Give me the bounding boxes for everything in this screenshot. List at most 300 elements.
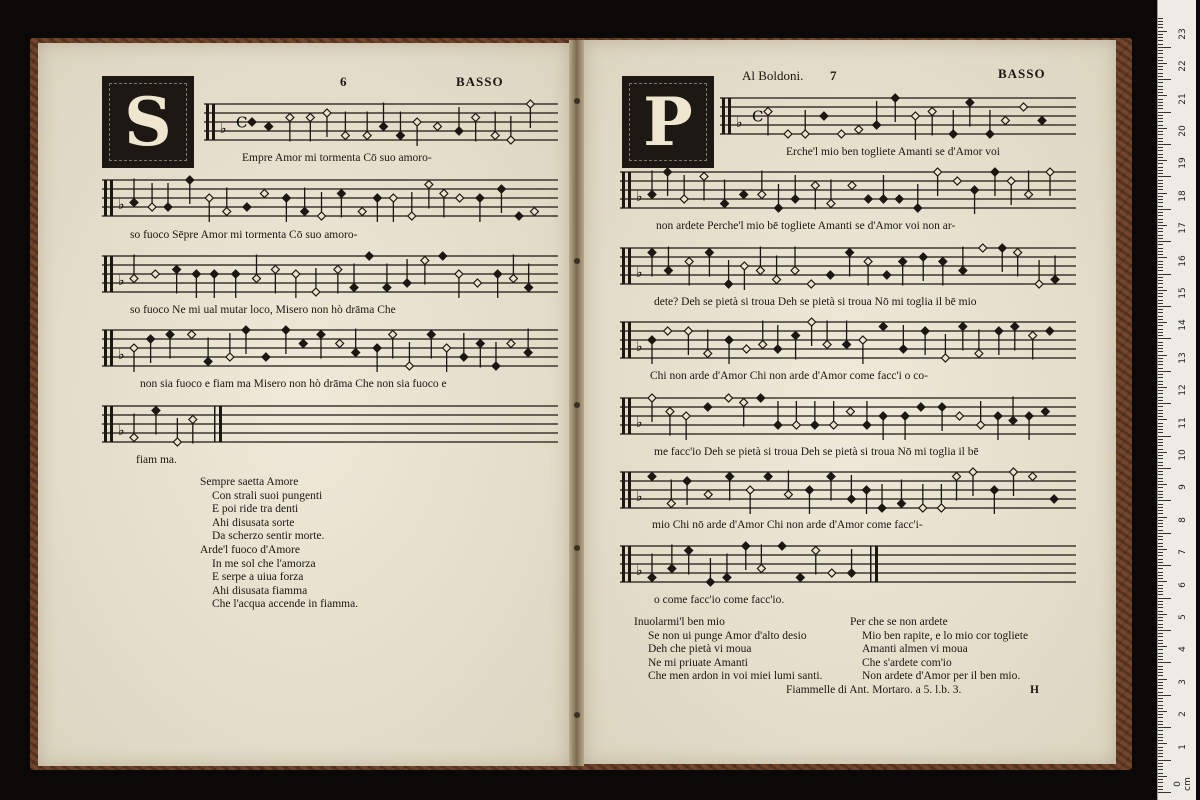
ruler-tick [1158, 66, 1163, 67]
poem-line: Con strali suoi pungenti [212, 489, 323, 502]
ruler-tick [1158, 737, 1163, 738]
ruler-tick [1158, 381, 1163, 382]
ruler-tick [1158, 773, 1163, 774]
poem-line: Che l'acqua accende in fiamma. [212, 598, 359, 611]
ruler-label: 8 [1178, 516, 1188, 523]
ruler-label: 18 [1178, 190, 1188, 202]
svg-text:♭: ♭ [220, 120, 227, 137]
poem-column-left [634, 616, 822, 684]
ruler-tick [1158, 102, 1163, 103]
ruler-tick [1158, 543, 1163, 544]
ruler-tick [1158, 167, 1163, 168]
ruler-tick [1158, 118, 1163, 119]
ruler-tick [1158, 698, 1163, 699]
measurement-ruler [1157, 0, 1196, 800]
ruler-tick [1158, 717, 1163, 718]
ruler-tick [1158, 329, 1163, 330]
ruler-label: 10 [1178, 449, 1188, 461]
ruler-tick [1158, 257, 1167, 258]
ruler-tick [1158, 73, 1163, 74]
ruler-tick [1158, 611, 1163, 612]
ruler-tick [1158, 711, 1167, 712]
ruler-label: 1 [1178, 743, 1188, 750]
lyric-line: Erche'l mio ben togliete Amanti se d'Amor voi [786, 146, 1000, 158]
ruler-tick [1158, 364, 1163, 365]
ruler-tick [1158, 287, 1163, 288]
ruler-tick [1158, 31, 1167, 32]
svg-text:♭: ♭ [636, 264, 643, 281]
ruler-tick [1158, 640, 1163, 641]
ruler-tick [1158, 624, 1163, 625]
staff [620, 464, 1076, 516]
poem-line: Amanti almen vi moua [862, 643, 968, 656]
ruler-tick [1158, 455, 1163, 456]
ruler-tick [1158, 449, 1163, 450]
ruler-tick [1158, 300, 1163, 301]
ruler-tick [1158, 79, 1171, 80]
ruler-tick [1158, 442, 1163, 443]
ruler-tick [1158, 53, 1163, 54]
ruler-tick [1158, 69, 1163, 70]
ruler-tick [1158, 225, 1167, 226]
ruler-tick [1158, 792, 1171, 793]
initial-letter: S [124, 83, 172, 161]
ruler-tick [1158, 484, 1167, 485]
svg-text:♭: ♭ [636, 338, 643, 355]
binding-stitch [574, 98, 580, 104]
ruler-tick [1158, 293, 1163, 294]
ruler-tick [1158, 620, 1163, 621]
poem-line: Sempre saetta Amore [200, 476, 299, 488]
ruler-tick [1158, 539, 1163, 540]
ruler-tick [1158, 688, 1163, 689]
ruler-tick [1158, 513, 1163, 514]
ruler-tick [1158, 575, 1163, 576]
ruler-tick [1158, 206, 1163, 207]
ruler-tick [1158, 267, 1163, 268]
binding-stitch [574, 545, 580, 551]
ruler-tick [1158, 594, 1163, 595]
ruler-tick [1158, 44, 1163, 45]
ruler-tick [1158, 112, 1171, 113]
svg-text:♭: ♭ [118, 346, 125, 363]
ruler-tick [1158, 423, 1163, 424]
svg-text:C: C [752, 107, 764, 126]
ruler-tick [1158, 371, 1171, 372]
ruler-tick [1158, 727, 1171, 728]
ruler-tick [1158, 692, 1163, 693]
ruler-label: 15 [1178, 287, 1188, 299]
poem-line: Inuolarmi'l ben mio [634, 616, 725, 628]
poem-line: Da scherzo sentir morte. [212, 530, 325, 543]
staff [720, 90, 1076, 142]
ruler-tick [1158, 617, 1163, 618]
ruler-tick [1158, 481, 1163, 482]
ruler-tick [1158, 228, 1163, 229]
ruler-tick [1158, 40, 1163, 41]
ruler-tick [1158, 173, 1163, 174]
ruler-tick [1158, 750, 1163, 751]
ruler-tick [1158, 766, 1163, 767]
ruler-tick [1158, 507, 1163, 508]
ruler-tick [1158, 400, 1163, 401]
ruler-tick [1158, 734, 1163, 735]
ruler-label: 19 [1178, 157, 1188, 170]
ruler-tick [1158, 585, 1163, 586]
staff [102, 172, 558, 224]
ruler-tick [1158, 332, 1163, 333]
ruler-tick [1158, 653, 1163, 654]
ruler-tick [1158, 280, 1163, 281]
ruler-tick [1158, 377, 1163, 378]
ruler-label: 14 [1178, 319, 1188, 332]
svg-text:♭: ♭ [636, 188, 643, 205]
ruler-label: 20 [1178, 125, 1188, 137]
ruler-label: 12 [1178, 384, 1188, 396]
ruler-tick [1158, 782, 1163, 783]
poem-line: Mio ben rapite, e lo mio cor togliete [862, 629, 1029, 642]
ruler-tick [1158, 274, 1171, 275]
ruler-tick [1158, 429, 1163, 430]
ruler-tick [1158, 141, 1163, 142]
ruler-tick [1158, 309, 1163, 310]
ruler-tick [1158, 743, 1167, 744]
ruler-tick [1158, 384, 1163, 385]
svg-text:♭: ♭ [636, 488, 643, 505]
ruler-tick [1158, 138, 1163, 139]
ruler-tick [1158, 760, 1171, 761]
ruler-tick [1158, 358, 1163, 359]
ruler-tick [1158, 659, 1163, 660]
ruler-tick [1158, 410, 1163, 411]
ruler-tick [1158, 342, 1163, 343]
ruler-tick [1158, 666, 1163, 667]
svg-text:♭: ♭ [636, 414, 643, 431]
ruler-tick [1158, 724, 1163, 725]
ruler-tick [1158, 646, 1167, 647]
ruler-tick [1158, 215, 1163, 216]
ruler-tick [1158, 786, 1163, 787]
ruler-tick [1158, 125, 1163, 126]
ruler-tick [1158, 649, 1163, 650]
ruler-tick [1158, 374, 1163, 375]
ruler-tick [1158, 63, 1167, 64]
ruler-label: 6 [1178, 581, 1188, 588]
ruler-tick [1158, 264, 1163, 265]
ruler-tick [1158, 636, 1163, 637]
lyric-line: non sia fuoco e fiam ma Misero non hò drāma Che non sia fuoco e [140, 378, 447, 390]
ruler-tick [1158, 290, 1167, 291]
ruler-tick [1158, 241, 1171, 242]
poem-line: Non ardete d'Amor per il ben mio. [862, 670, 1021, 683]
ruler-tick [1158, 633, 1163, 634]
poem-line: Se non ui punge Amor d'alto desio [648, 629, 807, 642]
ruler-tick [1158, 562, 1163, 563]
ruler-label: 4 [1178, 646, 1188, 653]
ruler-tick [1158, 546, 1163, 547]
ruler-tick [1158, 34, 1163, 35]
ruler-label: 0 cm [1173, 777, 1193, 791]
ruler-tick [1158, 526, 1163, 527]
ruler-tick [1158, 432, 1163, 433]
ruler-tick [1158, 322, 1167, 323]
ruler-tick [1158, 238, 1163, 239]
ruler-tick [1158, 393, 1163, 394]
ruler-tick [1158, 662, 1171, 663]
ruler-tick [1158, 656, 1163, 657]
ruler-tick [1158, 672, 1163, 673]
ruler-label: 23 [1178, 28, 1188, 40]
ruler-tick [1158, 520, 1163, 521]
ruler-tick [1158, 277, 1163, 278]
ruler-tick [1158, 390, 1163, 391]
ruler-tick [1158, 76, 1163, 77]
ruler-tick [1158, 147, 1163, 148]
ruler-tick [1158, 497, 1163, 498]
ruler-tick [1158, 439, 1163, 440]
ruler-tick [1158, 270, 1163, 271]
ruler-tick [1158, 186, 1163, 187]
ruler-tick [1158, 701, 1163, 702]
ruler-tick [1158, 478, 1163, 479]
ruler-tick [1158, 504, 1163, 505]
ruler-tick [1158, 183, 1163, 184]
svg-text:C: C [236, 113, 248, 132]
ruler-tick [1158, 397, 1163, 398]
right-page-number: 7 [830, 68, 838, 83]
ruler-label: 3 [1178, 678, 1188, 685]
ruler-tick [1158, 403, 1171, 404]
ruler-tick [1158, 530, 1163, 531]
poem-line: Che men ardon in voi miei lumi santi. [648, 670, 823, 683]
ruler-tick [1158, 630, 1171, 631]
ruler-tick [1158, 462, 1163, 463]
ruler-tick [1158, 244, 1163, 245]
ruler-tick [1158, 180, 1163, 181]
ruler-tick [1158, 199, 1163, 200]
ruler-tick [1158, 763, 1163, 764]
ruler-tick [1158, 261, 1163, 262]
ruler-tick [1158, 588, 1163, 589]
ruler-tick [1158, 708, 1163, 709]
colophon-footer: Fiammelle di Ant. Mortaro. a 5. l.b. 3. [786, 684, 962, 696]
ruler-tick [1158, 568, 1163, 569]
ruler-tick [1158, 614, 1167, 615]
ruler-label: 16 [1178, 254, 1188, 267]
ruler-tick [1158, 351, 1163, 352]
staff [620, 240, 1076, 292]
ruler-tick [1158, 37, 1163, 38]
ruler-tick [1158, 685, 1163, 686]
ruler-tick [1158, 128, 1167, 129]
binding-stitch [574, 712, 580, 718]
right-voice-label: BASSO [998, 66, 1046, 81]
poem-line: In me sol che l'amorza [212, 557, 316, 570]
staff [102, 322, 558, 374]
lyric-line: me facc'io Deh se pietà si troua Deh se pietà si troua Nō mi toglia il bē [654, 446, 979, 458]
ruler-tick [1158, 536, 1163, 537]
ruler-tick [1158, 196, 1163, 197]
ruler-tick [1158, 222, 1163, 223]
ruler-tick [1158, 468, 1171, 469]
ruler-label: 22 [1178, 60, 1188, 72]
ruler-tick [1158, 21, 1163, 22]
ruler-tick [1158, 491, 1163, 492]
ruler-tick [1158, 296, 1163, 297]
ruler-tick [1158, 163, 1163, 164]
lyric-line: fiam ma. [136, 454, 177, 466]
ruler-tick [1158, 108, 1163, 109]
ruler-tick [1158, 18, 1163, 19]
ruler-tick [1158, 27, 1163, 28]
ruler-tick [1158, 368, 1163, 369]
signature-mark: H [1030, 684, 1039, 696]
ruler-tick [1158, 212, 1163, 213]
ruler-tick [1158, 471, 1163, 472]
ruler-tick [1158, 747, 1163, 748]
ruler-tick [1158, 60, 1163, 61]
ruler-tick [1158, 627, 1163, 628]
ruler-tick [1158, 705, 1163, 706]
ruler-tick [1158, 730, 1163, 731]
ruler-tick [1158, 601, 1163, 602]
ruler-tick [1158, 219, 1163, 220]
ruler-tick [1158, 591, 1163, 592]
ruler-tick [1158, 251, 1163, 252]
ruler-tick [1158, 533, 1171, 534]
ruler-tick [1158, 559, 1163, 560]
svg-text:♭: ♭ [118, 422, 125, 439]
ruler-tick [1158, 555, 1163, 556]
ruler-tick [1158, 598, 1171, 599]
ruler-tick [1158, 24, 1163, 25]
ruler-tick [1158, 413, 1163, 414]
svg-text:♭: ♭ [118, 272, 125, 289]
poem-line: Ahi disusata fiamma [212, 584, 308, 597]
ruler-tick [1158, 487, 1163, 488]
ruler-tick [1158, 316, 1163, 317]
ruler-tick [1158, 779, 1163, 780]
ruler-tick [1158, 92, 1163, 93]
ruler-tick [1158, 348, 1163, 349]
ruler-tick [1158, 170, 1163, 171]
ruler-label: 5 [1178, 614, 1188, 620]
ruler-tick [1158, 209, 1171, 210]
lyric-line: non ardete Perche'l mio bē togliete Amanti se d'Amor voi non ar- [656, 220, 956, 232]
poem-stanzas [200, 476, 358, 612]
ruler-tick [1158, 510, 1163, 511]
ruler-tick [1158, 86, 1163, 87]
ruler-tick [1158, 679, 1167, 680]
ruler-tick [1158, 494, 1163, 495]
ruler-tick [1158, 740, 1163, 741]
ruler-tick [1158, 189, 1163, 190]
ruler-tick [1158, 572, 1163, 573]
staff [102, 398, 558, 450]
ruler-tick [1158, 306, 1171, 307]
ruler-tick [1158, 57, 1163, 58]
decorated-initial-s [102, 76, 194, 168]
poem-line: Per che se non ardete [850, 616, 948, 628]
ruler-tick [1158, 523, 1163, 524]
svg-text:♭: ♭ [736, 114, 743, 131]
ruler-tick [1158, 89, 1163, 90]
lyric-line: o come facc'io come facc'io. [654, 594, 785, 606]
ruler-tick [1158, 157, 1163, 158]
ruler-tick [1158, 325, 1163, 326]
ruler-tick [1158, 669, 1163, 670]
ruler-tick [1158, 458, 1163, 459]
ruler-tick [1158, 721, 1163, 722]
ruler-tick [1158, 355, 1167, 356]
ruler-tick [1158, 131, 1163, 132]
ruler-tick [1158, 50, 1163, 51]
ruler-label: 9 [1178, 484, 1188, 491]
ruler-label: 7 [1178, 549, 1188, 556]
poem-line: Ne mi priuate Amanti [648, 656, 748, 669]
ruler-tick [1158, 319, 1163, 320]
binding-stitch [574, 402, 580, 408]
ruler-label: 2 [1178, 711, 1188, 718]
ruler-tick [1158, 445, 1163, 446]
ruler-tick [1158, 115, 1163, 116]
ruler-tick [1158, 474, 1163, 475]
ruler-tick [1158, 312, 1163, 313]
staff [620, 538, 1076, 590]
initial-letter: P [643, 83, 693, 161]
ruler-tick [1158, 756, 1163, 757]
ruler-tick [1158, 465, 1163, 466]
ruler-tick [1158, 604, 1163, 605]
ruler-tick [1158, 82, 1163, 83]
ruler-tick [1158, 248, 1163, 249]
decorated-initial-p [622, 76, 714, 168]
staff [620, 390, 1076, 442]
ruler-tick [1158, 789, 1163, 790]
ruler-tick [1158, 607, 1163, 608]
ruler-tick [1158, 231, 1163, 232]
ruler-tick [1158, 776, 1167, 777]
ruler-tick [1158, 552, 1163, 553]
ruler-label: 17 [1178, 222, 1188, 234]
ruler-tick [1158, 419, 1167, 420]
ruler-tick [1158, 335, 1163, 336]
ruler-tick [1158, 695, 1171, 696]
right-header-name: Al Boldoni. [742, 68, 804, 83]
ruler-tick [1158, 99, 1163, 100]
ruler-tick [1158, 436, 1171, 437]
ruler-tick [1158, 517, 1167, 518]
ruler-tick [1158, 581, 1167, 582]
ruler-tick [1158, 714, 1163, 715]
lyric-line: so fuoco Ne mi ual mutar loco, Misero non hò drāma Che [130, 304, 396, 316]
ruler-tick [1158, 121, 1163, 122]
ruler-tick [1158, 154, 1163, 155]
ruler-tick [1158, 675, 1163, 676]
ruler-tick [1158, 202, 1163, 203]
ruler-tick [1158, 452, 1167, 453]
lyric-line: mio Chi nō arde d'Amor Chi non arde d'Amor come facc'i- [652, 519, 923, 531]
ruler-tick [1158, 643, 1163, 644]
left-page-number: 6 [340, 74, 348, 89]
left-voice-label: BASSO [456, 74, 504, 89]
ruler-tick [1158, 565, 1171, 566]
lyric-line: Chi non arde d'Amor Chi non arde d'Amor come facc'i o co- [650, 370, 928, 382]
ruler-tick [1158, 176, 1171, 177]
ruler-tick [1158, 416, 1163, 417]
svg-text:♭: ♭ [636, 562, 643, 579]
ruler-tick [1158, 387, 1167, 388]
